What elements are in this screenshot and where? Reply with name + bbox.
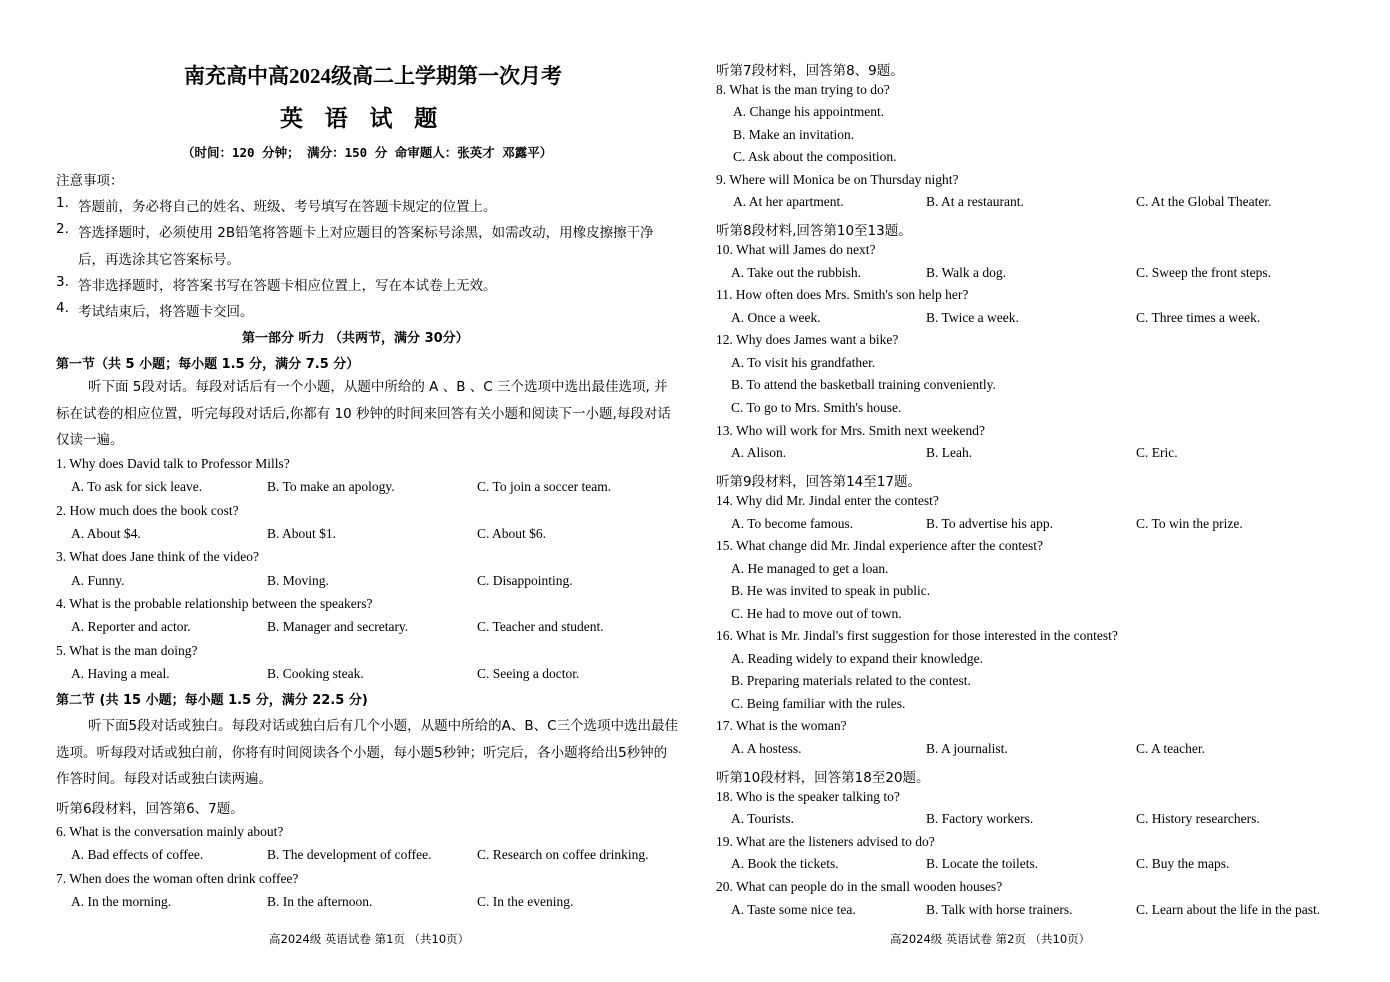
option-a: A. To ask for sick leave. <box>71 479 203 494</box>
note-text: 后，再选涂其它答案标号。 <box>78 252 240 268</box>
option-a: A. Take out the rubbish. <box>731 265 862 280</box>
exam-title: 南充高中高2024级高二上学期第一次月考 <box>184 64 562 88</box>
option-b: B. He was invited to speak in public. <box>731 583 931 598</box>
question: 12. Why does James want a bike? <box>716 332 899 347</box>
question: 18. Who is the speaker talking to? <box>716 789 900 804</box>
question: 1. Why does David talk to Professor Mills? <box>56 456 290 471</box>
question: 16. What is Mr. Jindal's first suggestion for those interested in the contest? <box>716 628 1118 643</box>
option-c: C. Ask about the composition. <box>733 149 897 164</box>
option-c: C. Research on coffee drinking. <box>477 847 649 862</box>
option-b: B. Make an invitation. <box>733 127 855 142</box>
option-b: B. Cooking steak. <box>267 666 364 681</box>
option-b: B. About $1. <box>267 526 337 541</box>
part1-heading: 第一部分 听力 （共两节，满分 30分） <box>242 331 469 346</box>
question: 11. How often does Mrs. Smith's son help her? <box>716 287 969 302</box>
option-c: C. History researchers. <box>1136 811 1260 826</box>
passage-heading: 听第10段材料，回答第18至20题。 <box>716 770 930 786</box>
question: 4. What is the probable relationship between the speakers? <box>56 596 373 611</box>
option-b: B. To advertise his app. <box>926 516 1054 531</box>
notes-heading: 注意事项： <box>56 173 124 189</box>
page-footer: 高2024级 英语试卷 第2页 （共10页） <box>890 932 1091 946</box>
note-text: 答非选择题时，将答案书写在答题卡相应位置上，写在本试卷上无效。 <box>78 278 497 294</box>
option-a: A. A hostess. <box>731 741 802 756</box>
option-b: B. At a restaurant. <box>926 194 1024 209</box>
option-c: C. Three times a week. <box>1136 310 1261 325</box>
option-b: B. Twice a week. <box>926 310 1019 325</box>
option-b: B. A journalist. <box>926 741 1008 756</box>
question: 2. How much does the book cost? <box>56 503 239 518</box>
option-a: A. Bad effects of coffee. <box>71 847 204 862</box>
option-b: B. To make an apology. <box>267 479 395 494</box>
option-a: A. To visit his grandfather. <box>731 355 876 370</box>
option-a: A. Reading widely to expand their knowledge. <box>731 651 983 666</box>
option-a: A. Having a meal. <box>71 666 170 681</box>
question: 7. When does the woman often drink coffee? <box>56 871 299 886</box>
page-footer: 高2024级 英语试卷 第1页 （共10页） <box>269 932 470 946</box>
question: 14. Why did Mr. Jindal enter the contest? <box>716 493 939 508</box>
option-c: C. Learn about the life in the past. <box>1136 902 1321 917</box>
note-number: 1. <box>56 195 69 211</box>
question: 9. Where will Monica be on Thursday night? <box>716 172 959 187</box>
option-a: A. Alison. <box>731 445 787 460</box>
option-a: A. In the morning. <box>71 894 172 909</box>
question: 13. Who will work for Mrs. Smith next weekend? <box>716 423 985 438</box>
option-c: C. To go to Mrs. Smith's house. <box>731 400 902 415</box>
question: 19. What are the listeners advised to do? <box>716 834 935 849</box>
option-b: B. Locate the toilets. <box>926 856 1039 871</box>
option-b: B. Factory workers. <box>926 811 1034 826</box>
question: 6. What is the conversation mainly about? <box>56 824 284 839</box>
option-c: C. He had to move out of town. <box>731 606 902 621</box>
option-b: B. To attend the basketball training conveniently. <box>731 377 996 392</box>
section1-intro: 听下面 5段对话。每段对话后有一个小题，从题中所给的 A 、B 、C 三个选项中选出最佳选项, 并标在试卷的相应位置，听完每段对话后,你都有 10 秒钟的时间来回答有关小题和阅读下一小题,每段对话仅读一遍。 <box>56 379 671 448</box>
option-b: B. Talk with horse trainers. <box>926 902 1073 917</box>
option-c: C. About $6. <box>477 526 547 541</box>
question: 17. What is the woman? <box>716 718 847 733</box>
option-a: A. Tourists. <box>731 811 794 826</box>
option-c: C. Buy the maps. <box>1136 856 1230 871</box>
option-b: B. Walk a dog. <box>926 265 1007 280</box>
option-b: B. Preparing materials related to the contest. <box>731 673 971 688</box>
option-a: A. At her apartment. <box>733 194 844 209</box>
question: 8. What is the man trying to do? <box>716 82 890 97</box>
note-text: 答选择题时，必须使用 2B铅笔将答题卡上对应题目的答案标号涂黑，如需改动，用橡皮擦擦干净 <box>78 225 654 241</box>
question: 20. What can people do in the small wooden houses? <box>716 879 1003 894</box>
option-b: B. The development of coffee. <box>267 847 432 862</box>
option-a: A. Once a week. <box>731 310 821 325</box>
passage-heading: 听第6段材料，回答第6、7题。 <box>56 801 244 817</box>
option-c: C. Being familiar with the rules. <box>731 696 906 711</box>
option-a: A. Funny. <box>71 573 125 588</box>
note-number: 3. <box>56 274 69 290</box>
passage-heading: 听第8段材料,回答第10至13题。 <box>716 223 912 239</box>
exam-info: （时间：120 分钟； 满分：150 分 命审题人：张英才 邓露平） <box>182 145 553 160</box>
note-number: 2. <box>56 221 69 237</box>
note-text: 考试结束后，将答题卡交回。 <box>78 304 254 320</box>
section1-heading: 第一节（共 5 小题；每小题 1.5 分，满分 7.5 分） <box>56 357 360 372</box>
passage-heading: 听第9段材料，回答第14至17题。 <box>716 474 921 490</box>
exam-subtitle: 英 语 试 题 <box>280 106 446 131</box>
option-a: A. To become famous. <box>731 516 854 531</box>
option-c: C. Eric. <box>1136 445 1178 460</box>
option-c: C. In the evening. <box>477 894 574 909</box>
option-a: A. About $4. <box>71 526 141 541</box>
passage-heading: 听第7段材料，回答第8、9题。 <box>716 63 904 79</box>
question: 15. What change did Mr. Jindal experience after the contest? <box>716 538 1043 553</box>
section2-intro: 听下面5段对话或独白。每段对话或独白后有几个小题，从题中所给的A、B、C三个选项中选出最佳选项。听每段对话或独白前，你将有时间阅读各个小题，每小题5秒钟；听完后，各小题将给出5秒钟的作答时间。每段对话或独白读两遍。 <box>56 718 679 787</box>
option-c: C. To win the prize. <box>1136 516 1243 531</box>
option-c: C. At the Global Theater. <box>1136 194 1272 209</box>
question: 5. What is the man doing? <box>56 643 198 658</box>
note-number: 4. <box>56 300 69 316</box>
note-text: 答题前，务必将自己的姓名、班级、考号填写在答题卡规定的位置上。 <box>78 199 497 215</box>
option-a: A. Reporter and actor. <box>71 619 191 634</box>
option-c: C. Sweep the front steps. <box>1136 265 1271 280</box>
option-b: B. In the afternoon. <box>267 894 373 909</box>
option-b: B. Manager and secretary. <box>267 619 409 634</box>
option-a: A. Change his appointment. <box>733 104 885 119</box>
question: 3. What does Jane think of the video? <box>56 549 259 564</box>
option-b: B. Leah. <box>926 445 973 460</box>
section2-heading: 第二节 (共 15 小题；每小题 1.5 分，满分 22.5 分) <box>56 693 368 708</box>
option-c: C. To join a soccer team. <box>477 479 612 494</box>
option-c: C. Teacher and student. <box>477 619 604 634</box>
option-b: B. Moving. <box>267 573 329 588</box>
question: 10. What will James do next? <box>716 242 876 257</box>
option-c: C. A teacher. <box>1136 741 1205 756</box>
option-a: A. Book the tickets. <box>731 856 839 871</box>
option-c: C. Disappointing. <box>477 573 573 588</box>
option-c: C. Seeing a doctor. <box>477 666 580 681</box>
option-a: A. Taste some nice tea. <box>731 902 856 917</box>
option-a: A. He managed to get a loan. <box>731 561 889 576</box>
